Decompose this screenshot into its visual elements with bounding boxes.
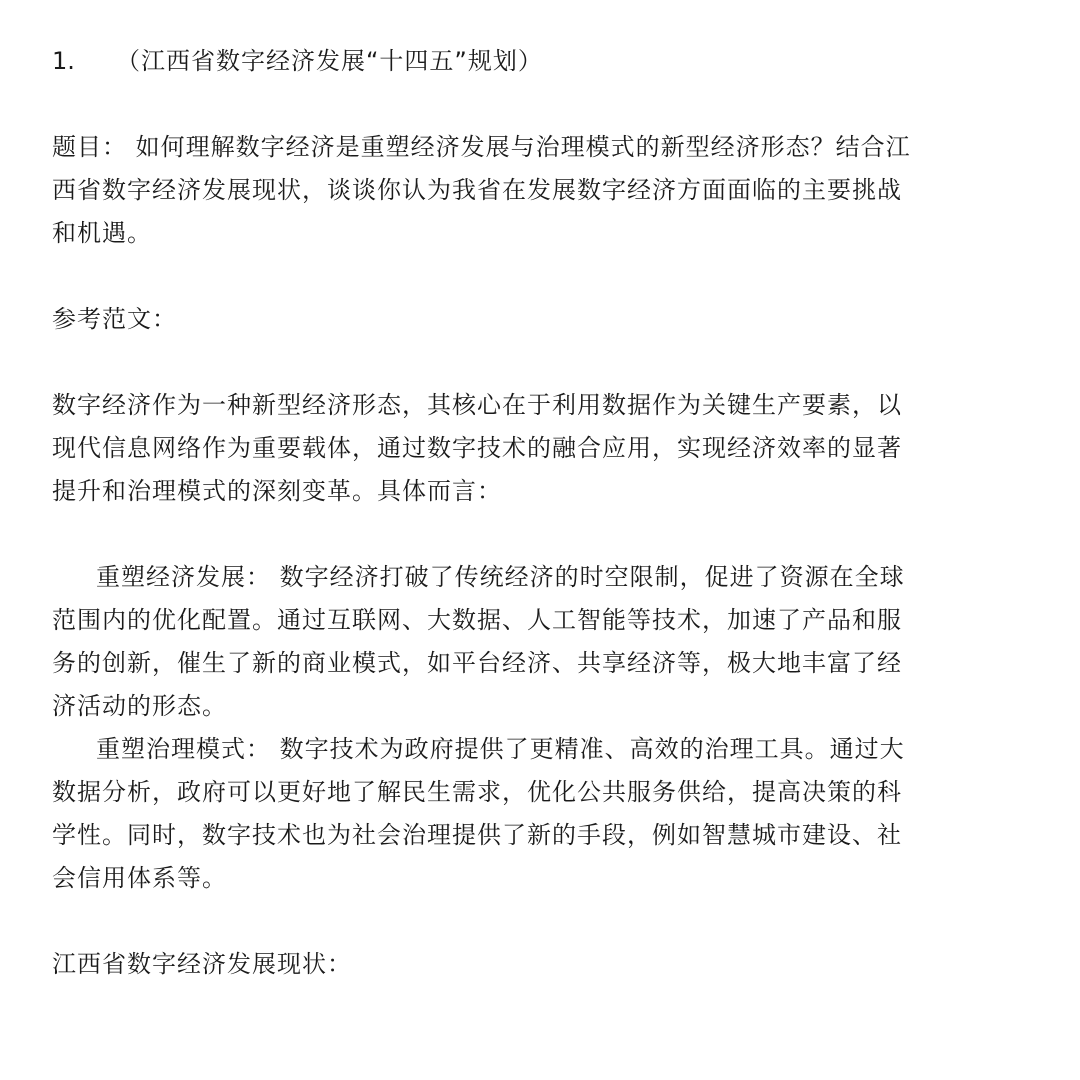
governance-paragraph <box>52 728 1028 900</box>
governance-line: 数据分析，政府可以更好地了解民生需求，优化公共服务供给，提高决策的科 <box>52 778 902 806</box>
status-heading: 江西省数字经济发展现状： <box>52 950 352 978</box>
governance-line: 会信用体系等。 <box>52 864 227 892</box>
question-line: 和机遇。 <box>52 219 152 247</box>
governance-line: 重塑治理模式： 数字技术为政府提供了更精准、高效的治理工具。通过大 <box>96 735 905 763</box>
reference-label: 参考范文： <box>52 305 177 333</box>
heading-number: 1. <box>52 47 75 75</box>
question-line: 题目： 如何理解数字经济是重塑经济发展与治理模式的新型经济形态？结合江 <box>52 133 911 161</box>
intro-line: 提升和治理模式的深刻变革。具体而言： <box>52 477 502 505</box>
intro-line: 数字经济作为一种新型经济形态，其核心在于利用数据作为关键生产要素，以 <box>52 391 902 419</box>
economy-line: 务的创新，催生了新的商业模式，如平台经济、共享经济等，极大地丰富了经 <box>52 649 902 677</box>
question-line: 西省数字经济发展现状，谈谈你认为我省在发展数字经济方面面临的主要挑战 <box>52 176 902 204</box>
document-page <box>52 40 1028 986</box>
economy-line: 济活动的形态。 <box>52 692 227 720</box>
economy-line: 范围内的优化配置。通过互联网、大数据、人工智能等技术，加速了产品和服 <box>52 606 902 634</box>
question-block <box>52 126 1028 255</box>
heading-title: （江西省数字经济发展“十四五”规划） <box>116 47 543 75</box>
intro-paragraph <box>52 384 1028 513</box>
economy-paragraph <box>52 556 1028 728</box>
intro-line: 现代信息网络作为重要载体，通过数字技术的融合应用，实现经济效率的显著 <box>52 434 902 462</box>
section-heading <box>52 40 1028 83</box>
economy-line: 重塑经济发展： 数字经济打破了传统经济的时空限制，促进了资源在全球 <box>96 563 905 591</box>
governance-line: 学性。同时，数字技术也为社会治理提供了新的手段，例如智慧城市建设、社 <box>52 821 902 849</box>
